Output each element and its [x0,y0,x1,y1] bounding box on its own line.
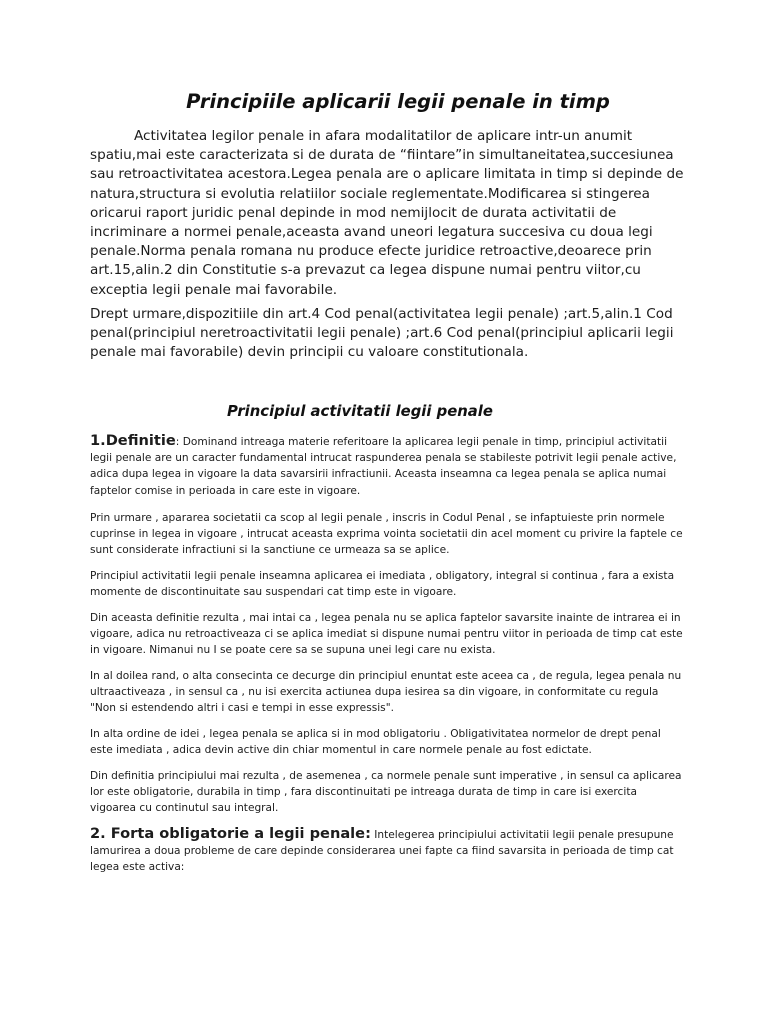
body-paragraph: In al doilea rand, o alta consecinta ce decurge din principiul enuntat este aceea ca , de regula, legea penala nu ultraactiveaza , in sensul ca , nu isi exercita actiunea dupa iesirea sa din vigoare, in conformitate cu regula "Non si estendendo altri i casi e tempi in esse expressis". [90,670,682,715]
obligatory-force-paragraph [90,826,686,876]
body-paragraph: Din definitia principiului mai rezulta , de asemenea , ca normele penale sunt imperative , in sensul ca aplicarea lor este obligatorie, durabila in timp , fara discontinuitati pe intreaga durata de timp in care isi exercita vigoarea cu continutul sau integral. [90,770,682,815]
definition-heading: 1.Definitie [90,432,176,449]
intro-paragraph: Activitatea legilor penale in afara modalitatilor de aplicare intr-un anumit spatiu,mai este caracterizata si de durata de “fiintare”in simultaneitatea,succesiunea sau retroactivitatea acestora.Legea penala are o aplicare limitata in timp si depinde de natura,structura si evolutia relatiilor sociale reglementate.Modificarea si stingerea oricarui raport juridic penal depinde in mod nemijlocit de durata activitatii de incriminare a normei penale,aceasta avand uneori legatura succesiva cu doua legi penale.Norma penala romana nu produce efecte juridice retroactive,deoarece prin art.15,alin.2 din Constitutie s-a prevazut ca legea dispune numai pentru viitor,cu exceptia legii penale mai favorabile. [90,128,684,298]
body-paragraph: Principiul activitatii legii penale inseamna aplicarea ei imediata , obligatory, integral si continua , fara a exista momente de discontinuitate sau suspendari cat timp este in vigoare. [90,570,675,599]
page-title: Principiile aplicarii legii penale in timp [186,90,610,113]
body-paragraph: In alta ordine de idei , legea penala se aplica si in mod obligatoriu . Obligativitatea normelor de drept penal este imediata , adica devin active din chiar momentul in care normele penale au fost edictate. [90,728,661,757]
body-paragraph: Prin urmare , apararea societatii ca scop al legii penale , inscris in Codul Penal , se infaptuieste prin normele cuprinse in legea in vigoare , intrucat aceasta exprima vointa societatii din acel moment cu privire la faptele ce sunt considerate infractiuni si la sanctiune ce urmeaza sa se aplice. [90,512,683,557]
definition-paragraph [90,433,686,499]
obligatory-force-heading: 2. Forta obligatorie a legii penale: [90,825,371,842]
intro-paragraph: Drept urmare,dispozitiile din art.4 Cod penal(activitatea legii penale) ;art.5,alin.1 Cod penal(principiul neretroactivitatii legii penale) ;art.6 Cod penal(principiul aplicarii legii penale mai favorabile) devin principii cu valoare constitutionala. [90,306,674,361]
section-title: Principiul activitatii legii penale [227,403,493,420]
body-paragraph: Din aceasta definitie rezulta , mai intai ca , legea penala nu se aplica faptelor savarsite inainte de intrarea ei in vigoare, adica nu retroactiveaza ci se aplica imediat si dispune numai pentru viitor in perioada de timp cat este in vigoare. Nimanui nu I se poate cere sa se supuna unei legi care nu exista. [90,612,683,657]
obligatory-force-text: Intelegerea principiului activitatii legii penale presupune lamurirea a doua probleme de care depinde considerarea unei fapte ca fiind savarsita in perioada de timp cat legea este activa: [90,829,674,874]
definition-text: : Dominand intreaga materie referitoare la aplicarea legii penale in timp, principiul activitatii legii penale are un caracter fundamental intrucat raspunderea penala se stabileste potrivit legii penale active, adica dupa legea in vigoare la data savarsirii infractiunii. Aceasta inseamna ca legea penala se aplica numai faptelor comise in perioada in care este in vigoare. [90,436,677,497]
